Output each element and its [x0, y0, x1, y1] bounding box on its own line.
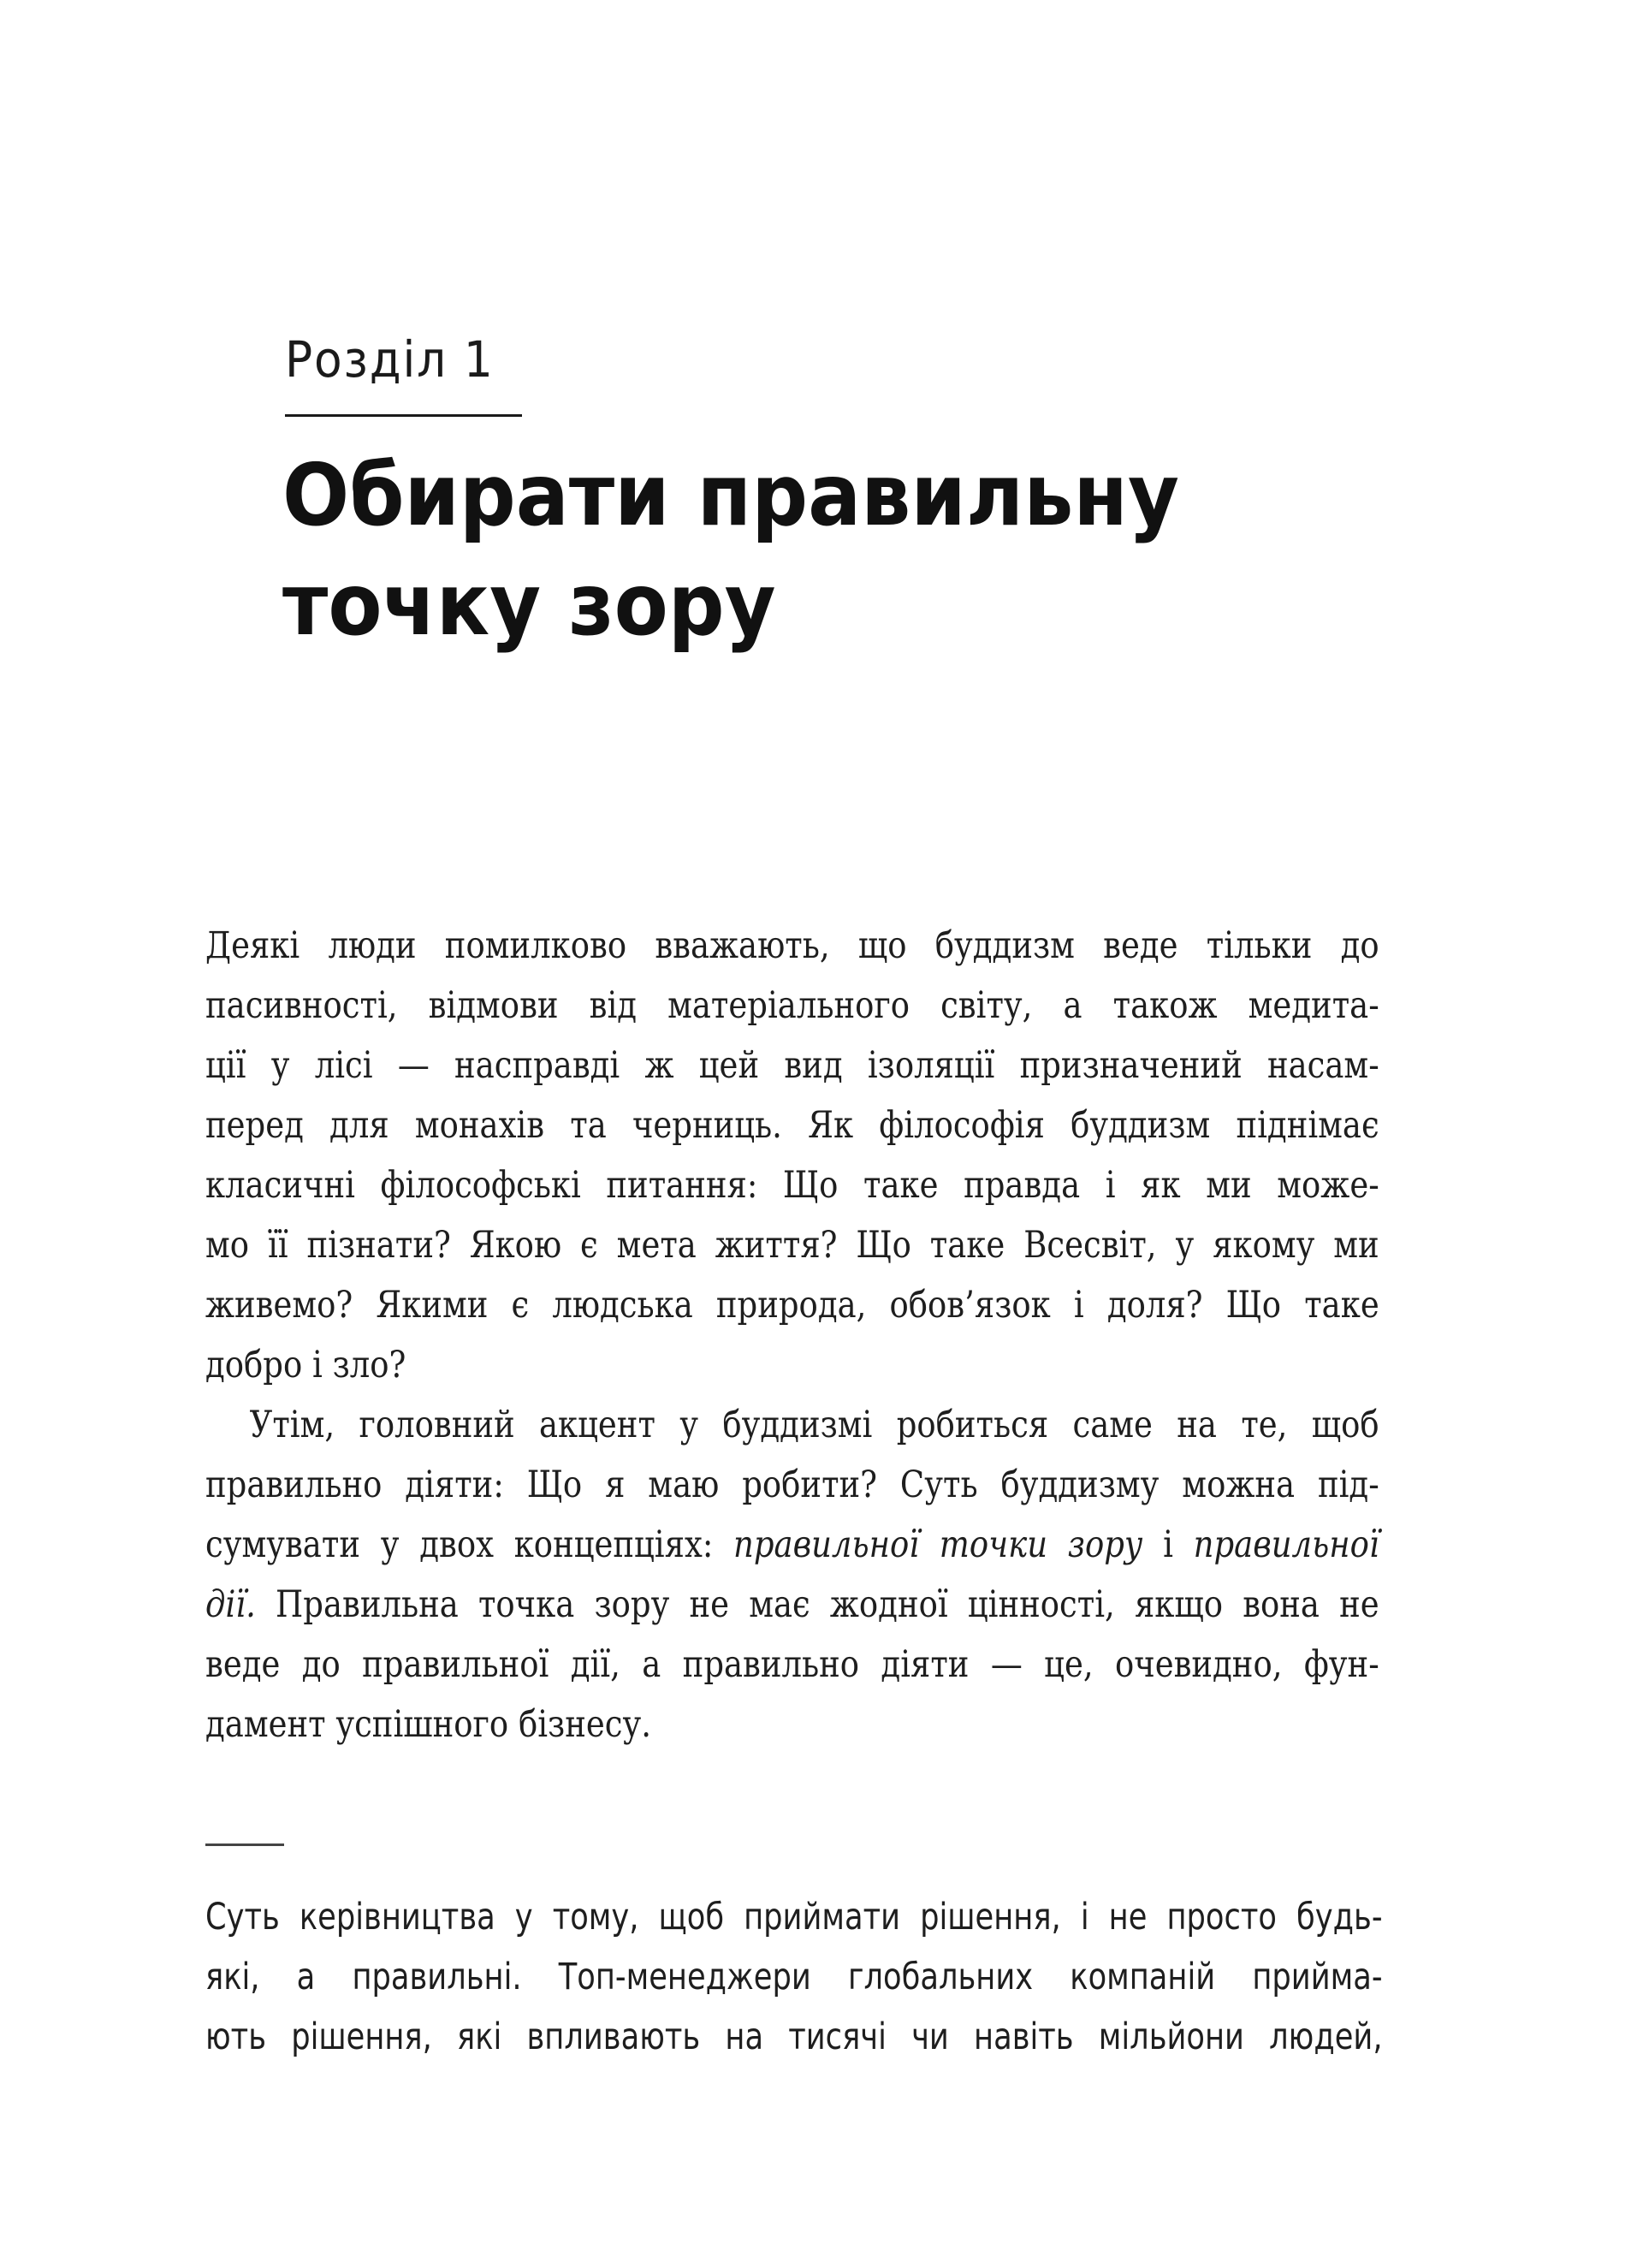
- paragraph-2: [205, 1395, 1382, 1754]
- text-line: Суть керівництва у тому, щоб приймати рішення, і не просто будь-: [205, 1896, 1383, 1938]
- paragraph-1: [205, 916, 1382, 1395]
- text-run: і: [1142, 1523, 1194, 1566]
- text-line: правильно діяти: Що я маю робити? Суть буддизму можна під-: [205, 1464, 1379, 1506]
- text-line: пасивності, відмови від матеріального світу, а також медита-: [205, 984, 1379, 1027]
- text-run: сумувати у двох концепціях:: [205, 1523, 734, 1566]
- emphasis-text: правильної точки зору: [733, 1523, 1143, 1566]
- text-line: Деякі люди помилково вважають, що буддизм веде тільки до: [205, 924, 1379, 967]
- text-line: живемо? Якими є людська природа, обов’язок і доля? Що таке: [205, 1284, 1379, 1327]
- chapter-title-line: Обирати правильну: [282, 445, 1179, 545]
- text-run: Правильна точка зору не має жодної цінності, якщо вона не: [255, 1583, 1379, 1626]
- text-line: ють рішення, які впливають на тисячі чи навіть мільйони людей,: [205, 2016, 1383, 2058]
- text-line: Утім, головний акцент у буддизмі робиться саме на те, щоб: [249, 1404, 1379, 1446]
- emphasis-text: правильної: [1193, 1523, 1379, 1566]
- text-line: класичні філософські питання: Що таке правда і як ми може-: [205, 1164, 1379, 1207]
- text-line: дамент успішного бізнесу.: [205, 1703, 651, 1746]
- text-line: [205, 1515, 1379, 1575]
- text-line: мо її пізнати? Якою є мета життя? Що таке Всесвіт, у якому ми: [205, 1224, 1379, 1267]
- chapter-title-line: точку зору: [282, 555, 776, 655]
- section-divider: [205, 1843, 284, 1846]
- chapter-label: Розділ 1: [285, 330, 495, 389]
- text-line: ції у лісі — насправді ж цей вид ізоляції призначений насам-: [205, 1044, 1379, 1087]
- text-line: які, а правильні. Топ-менеджери глобальних компаній прийма-: [205, 1956, 1383, 1998]
- section-2-paragraph: [205, 1887, 1382, 2067]
- text-line: перед для монахів та черниць. Як філософія буддизм піднімає: [205, 1104, 1379, 1147]
- text-line: добро і зло?: [205, 1344, 406, 1386]
- chapter-title: [282, 441, 1385, 660]
- text-line: веде до правильної дії, а правильно діяти — це, очевидно, фун-: [205, 1643, 1379, 1686]
- chapter-rule: [285, 414, 522, 417]
- text-line: [205, 1575, 1379, 1635]
- emphasis-text: дії.: [205, 1583, 256, 1626]
